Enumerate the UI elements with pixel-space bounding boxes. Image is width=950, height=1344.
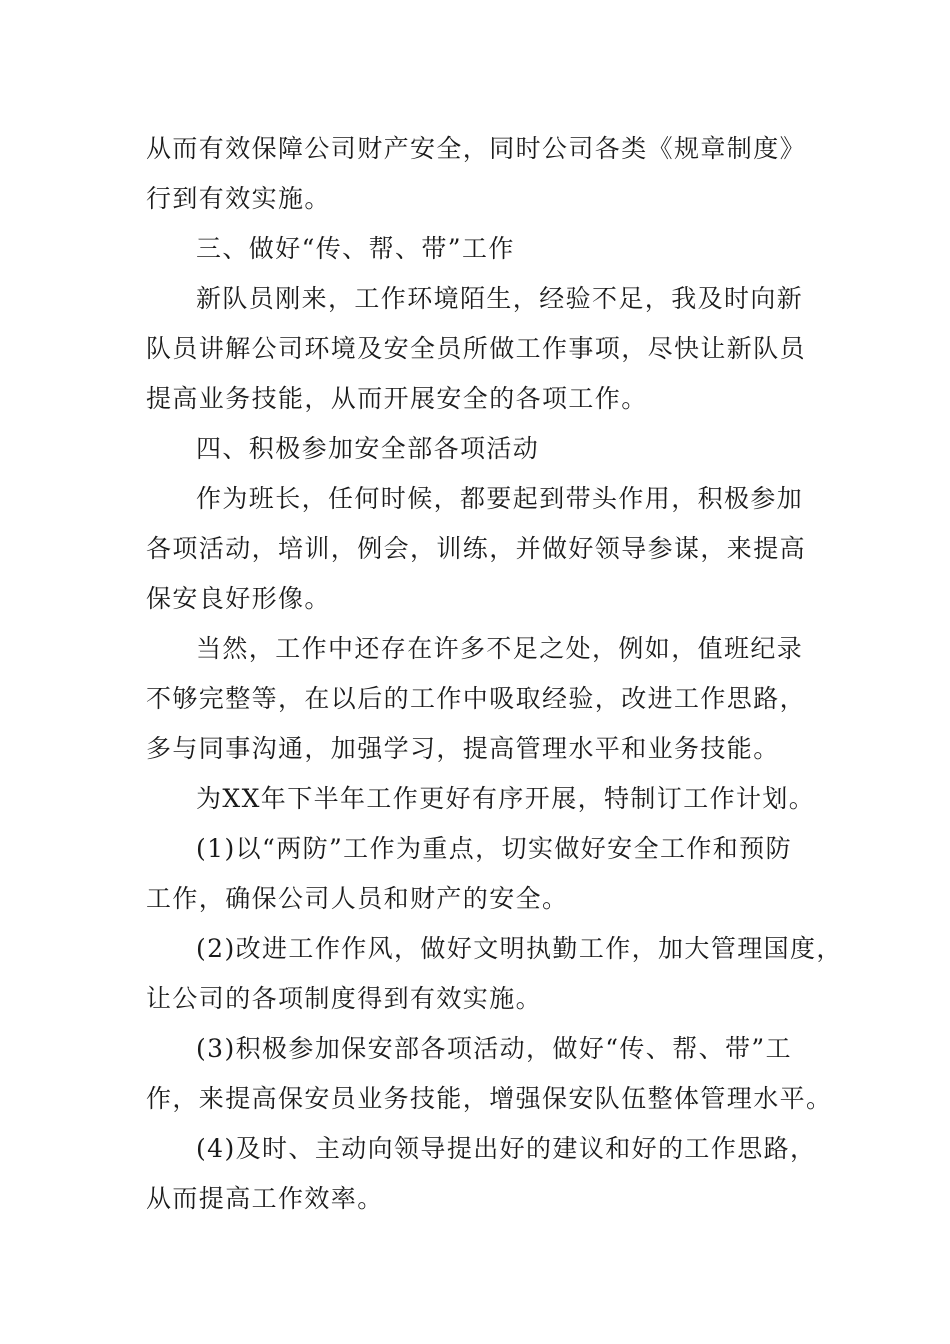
body-text-line: 从而提高工作效率。 — [146, 1184, 384, 1213]
body-text-line: 新队员刚来，工作环境陌生，经验不足，我及时向新 — [196, 284, 804, 313]
section-heading: 三、做好“传、帮、带”工作 — [196, 234, 515, 263]
list-item: (1)以“两防”工作为重点，切实做好安全工作和预防 — [196, 834, 792, 863]
body-text-line: 让公司的各项制度得到有效实施。 — [146, 984, 543, 1013]
list-item: (4)及时、主动向领导提出好的建议和好的工作思路， — [196, 1134, 817, 1163]
body-text-line: 队员讲解公司环境及安全员所做工作事项，尽快让新队员 — [146, 334, 807, 363]
body-text-line: 行到有效实施。 — [146, 184, 331, 213]
body-text-line: 工作，确保公司人员和财产的安全。 — [146, 884, 569, 913]
body-text-line: 不够完整等，在以后的工作中吸取经验，改进工作思路， — [146, 684, 807, 713]
body-text-line: 当然，工作中还存在许多不足之处，例如，值班纪录 — [196, 634, 804, 663]
body-text-line: 各项活动，培训，例会，训练，并做好领导参谋，来提高 — [146, 534, 807, 563]
list-item: (2)改进工作作风，做好文明执勤工作，加大管理国度， — [196, 934, 843, 963]
section-heading: 四、积极参加安全部各项活动 — [196, 434, 540, 463]
body-text-line: 为XX年下半年工作更好有序开展，特制订工作计划。 — [196, 784, 816, 813]
body-text-line: 作为班长，任何时候，都要起到带头作用，积极参加 — [196, 484, 804, 513]
body-text-line: 从而有效保障公司财产安全，同时公司各类《规章制度》 — [146, 134, 807, 163]
body-text-line: 提高业务技能，从而开展安全的各项工作。 — [146, 384, 648, 413]
list-item: (3)积极参加保安部各项活动，做好“传、帮、带”工 — [196, 1034, 792, 1063]
body-text-line: 作，来提高保安员业务技能，增强保安队伍整体管理水平。 — [146, 1084, 833, 1113]
body-text-line: 多与同事沟通，加强学习，提高管理水平和业务技能。 — [146, 734, 780, 763]
body-text-line: 保安良好形像。 — [146, 584, 331, 613]
